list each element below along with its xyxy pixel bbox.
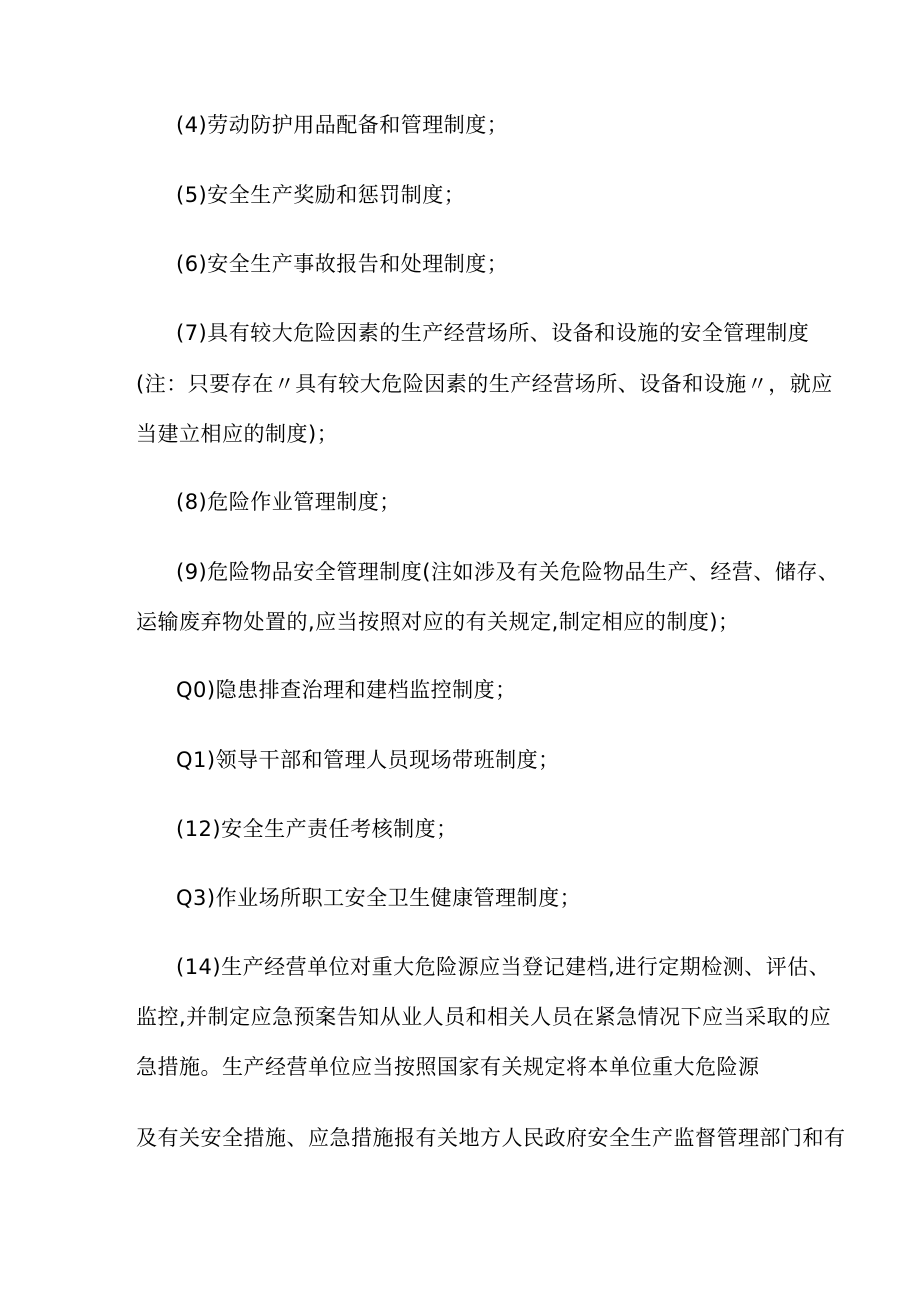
list-item-9-line-1: (9)危险物品安全管理制度(注如涉及有关危险物品生产、经营、储存、 bbox=[176, 560, 840, 584]
list-item-7-line-3: 当建立相应的制度)； bbox=[136, 422, 339, 446]
list-item-13: Q3)作业场所职工安全卫生健康管理制度； bbox=[176, 886, 582, 910]
list-item-5: (5)安全生产奖励和惩罚制度； bbox=[176, 183, 466, 207]
list-item-14-line-3: 急措施。生产经营单位应当按照国家有关规定将本单位重大危险源 bbox=[136, 1055, 760, 1079]
list-item-14-line-2: 监控,并制定应急预案告知从业人员和相关人员在紧急情况下应当采取的应 bbox=[136, 1005, 832, 1029]
list-item-14-line-4: 及有关安全措施、应急措施报有关地方人民政府安全生产监督管理部门和有 bbox=[136, 1126, 846, 1150]
list-item-7-line-2: (注：只要存在〃具有较大危险因素的生产经营场所、设备和设施〃，就应 bbox=[136, 372, 833, 396]
list-item-11: Q1)领导干部和管理人员现场带班制度； bbox=[176, 748, 560, 772]
list-item-12: (12)安全生产责任考核制度； bbox=[176, 817, 458, 841]
list-item-4: (4)劳动防护用品配备和管理制度； bbox=[176, 113, 509, 137]
list-item-6: (6)安全生产事故报告和处理制度； bbox=[176, 252, 509, 276]
list-item-8: (8)危险作业管理制度； bbox=[176, 490, 401, 514]
list-item-10: Q0)隐患排查治理和建档监控制度； bbox=[176, 678, 517, 702]
list-item-14-line-1: (14)生产经营单位对重大危险源应当登记建档,进行定期检测、评估、 bbox=[176, 955, 831, 979]
list-item-7-line-1: (7)具有较大危险因素的生产经营场所、设备和设施的安全管理制度 bbox=[176, 321, 810, 345]
list-item-9-line-2: 运输废弃物处置的,应当按照对应的有关规定,制定相应的制度)； bbox=[136, 610, 740, 634]
